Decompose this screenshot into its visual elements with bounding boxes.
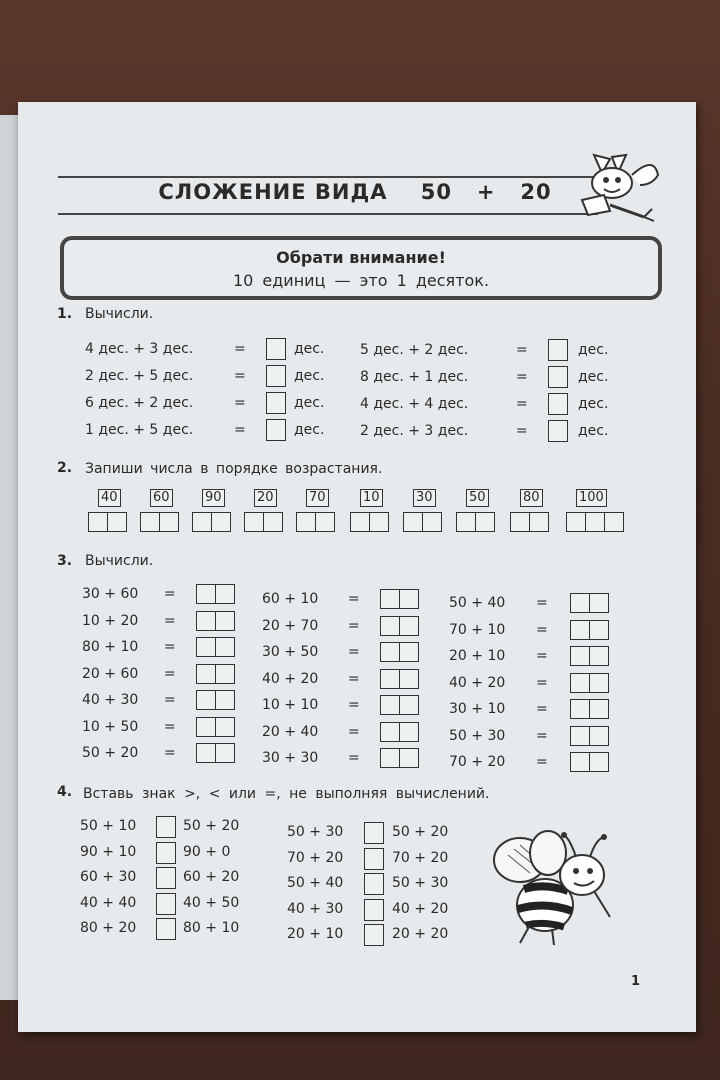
title-prefix: СЛОЖЕНИЕ ВИДА: [158, 180, 388, 204]
task3-col1-expr-4: 40 + 30: [82, 692, 139, 708]
answer-cell[interactable]: [403, 512, 423, 532]
task3-col3-equals-1: =: [536, 621, 548, 638]
task2-number-5: 10: [360, 489, 383, 507]
task4-col1-right-1: 90 + 0: [183, 843, 231, 860]
answer-cell[interactable]: [159, 512, 179, 532]
task4-col1-sign-box-4[interactable]: [156, 918, 176, 940]
squirrel-mascot-icon: [574, 145, 664, 225]
task4-col2-sign-box-2[interactable]: [364, 873, 384, 895]
task1-right-equals-2: =: [516, 396, 528, 412]
task3-col3-expr-0: 50 + 40: [449, 595, 506, 611]
answer-cell[interactable]: [570, 752, 590, 772]
task3-col2-expr-6: 30 + 30: [262, 750, 319, 766]
task1-left-unit-2: дес.: [294, 395, 325, 411]
answer-cell[interactable]: [196, 743, 216, 763]
page-number: 1: [631, 974, 641, 989]
answer-cell[interactable]: [570, 593, 590, 613]
task3-col3-expr-1: 70 + 10: [449, 621, 506, 638]
task4-col1-right-0: 50 + 20: [183, 818, 240, 834]
task1-right-unit-2: дес.: [578, 396, 609, 412]
answer-cell[interactable]: [570, 620, 590, 640]
task3-col1-answer-cells-4[interactable]: [196, 690, 234, 710]
task3-col1-expr-0: 30 + 60: [82, 586, 139, 602]
answer-cell[interactable]: [215, 664, 235, 684]
task4-col2-sign-box-1[interactable]: [364, 848, 384, 870]
task3-col1-answer-cells-1[interactable]: [196, 611, 234, 631]
task3-col2-answer-cells-1[interactable]: [380, 616, 418, 636]
task1-right-unit-0: дес.: [578, 342, 609, 358]
answer-cell[interactable]: [399, 616, 419, 636]
notice-box: [60, 236, 662, 300]
task2-number-7: 50: [466, 489, 489, 507]
task3-col1-equals-1: =: [164, 612, 176, 629]
task4-col1-right-4: 80 + 10: [183, 920, 240, 936]
task3-col3-equals-6: =: [536, 754, 548, 770]
task1-left-equals-2: =: [234, 395, 246, 411]
answer-cell[interactable]: [570, 673, 590, 693]
answer-cell[interactable]: [196, 717, 216, 737]
task3-col2-expr-5: 20 + 40: [262, 723, 319, 740]
answer-cell[interactable]: [589, 726, 609, 746]
task3-col1-equals-6: =: [164, 745, 176, 761]
answer-cell[interactable]: [215, 611, 235, 631]
task2-answer-cells-3[interactable]: [244, 512, 282, 532]
task1-right-expr-0: 5 дес. + 2 дес.: [360, 342, 469, 358]
task1-right-answer-box-3[interactable]: [548, 420, 568, 442]
task3-col1-expr-2: 80 + 10: [82, 639, 139, 655]
task4-col1-sign-box-2[interactable]: [156, 867, 176, 889]
answer-cell[interactable]: [399, 695, 419, 715]
task4-col2-right-0: 50 + 20: [392, 824, 449, 840]
task1-right-expr-2: 4 дес. + 4 дес.: [360, 396, 469, 412]
task4-col1-left-0: 50 + 10: [80, 818, 137, 834]
answer-cell[interactable]: [604, 512, 624, 532]
task4-col1-left-3: 40 + 40: [80, 894, 137, 911]
task3-col3-answer-cells-0[interactable]: [570, 593, 608, 613]
task3-col1-answer-cells-2[interactable]: [196, 637, 234, 657]
task3-col1-equals-3: =: [164, 665, 176, 682]
answer-cell[interactable]: [192, 512, 212, 532]
task1-left-unit-0: дес.: [294, 341, 325, 357]
task2-answer-cells-2[interactable]: [192, 512, 230, 532]
task1-right-unit-3: дес.: [578, 423, 609, 439]
task3-col3-expr-5: 50 + 30: [449, 727, 506, 744]
task3-col1-answer-cells-3[interactable]: [196, 664, 234, 684]
answer-cell[interactable]: [107, 512, 127, 532]
task3-col2-equals-6: =: [348, 750, 360, 766]
bee-mascot-icon: [490, 825, 620, 950]
task3-col2-answer-cells-2[interactable]: [380, 642, 418, 662]
task4-col2-sign-box-3[interactable]: [364, 899, 384, 921]
task2-number-1: 60: [150, 489, 173, 507]
task3-col1-expr-6: 50 + 20: [82, 745, 139, 761]
task4-col2-left-4: 20 + 10: [287, 926, 344, 942]
task1-right-answer-box-1[interactable]: [548, 366, 568, 388]
task3-col3-equals-0: =: [536, 595, 548, 611]
task3-col2-expr-3: 40 + 20: [262, 670, 319, 687]
task4-col1-left-1: 90 + 10: [80, 843, 137, 860]
answer-cell[interactable]: [380, 616, 400, 636]
task1-left-answer-box-1[interactable]: [266, 365, 286, 387]
task1-right-answer-box-2[interactable]: [548, 393, 568, 415]
task2-answer-cells-5[interactable]: [350, 512, 388, 532]
task3-col1-expr-3: 20 + 60: [82, 665, 139, 682]
task3-col3-answer-cells-1[interactable]: [570, 620, 608, 640]
answer-cell[interactable]: [456, 512, 476, 532]
task3-col1-answer-cells-5[interactable]: [196, 717, 234, 737]
task2-number-9: 100: [576, 489, 607, 507]
task1-left-equals-0: =: [234, 341, 246, 357]
title-a: 50: [420, 180, 452, 204]
task3-col2-equals-5: =: [348, 723, 360, 740]
task2-number-8: 80: [520, 489, 543, 507]
task3-col2-expr-1: 20 + 70: [262, 617, 319, 634]
answer-cell[interactable]: [399, 589, 419, 609]
task4-col2-right-1: 70 + 20: [392, 849, 449, 866]
task3-col3-expr-4: 30 + 10: [449, 701, 506, 717]
answer-cell[interactable]: [585, 512, 605, 532]
answer-cell[interactable]: [215, 584, 235, 604]
task1-left-expr-3: 1 дес. + 5 дес.: [85, 422, 194, 438]
answer-cell[interactable]: [399, 669, 419, 689]
answer-cell[interactable]: [215, 743, 235, 763]
answer-cell[interactable]: [399, 642, 419, 662]
task2-number-0: 40: [98, 489, 121, 507]
task4-col2-sign-box-4[interactable]: [364, 924, 384, 946]
answer-cell[interactable]: [529, 512, 549, 532]
answer-cell[interactable]: [196, 664, 216, 684]
notice-title: Обрати внимание!: [276, 248, 446, 267]
answer-cell[interactable]: [215, 637, 235, 657]
answer-cell[interactable]: [215, 690, 235, 710]
answer-cell[interactable]: [296, 512, 316, 532]
task3-col1-answer-cells-6[interactable]: [196, 743, 234, 763]
task3-col2-equals-4: =: [348, 697, 360, 713]
answer-cell[interactable]: [88, 512, 108, 532]
task3-col3-expr-6: 70 + 20: [449, 754, 506, 770]
answer-cell[interactable]: [570, 699, 590, 719]
answer-cell[interactable]: [510, 512, 530, 532]
task1-left-expr-1: 2 дес. + 5 дес.: [85, 368, 194, 384]
task2-answer-cells-6[interactable]: [403, 512, 441, 532]
task3-col2-answer-cells-3[interactable]: [380, 669, 418, 689]
task2-number-3: 20: [254, 489, 277, 507]
task1-right-equals-1: =: [516, 369, 528, 385]
task1-instruction: Вычисли.: [85, 306, 154, 322]
answer-cell[interactable]: [196, 611, 216, 631]
task4-col2-left-0: 50 + 30: [287, 824, 344, 840]
task4-col1-left-4: 80 + 20: [80, 920, 137, 936]
task2-answer-cells-7[interactable]: [456, 512, 494, 532]
answer-cell[interactable]: [399, 748, 419, 768]
task3-col1-expr-5: 10 + 50: [82, 718, 139, 735]
task3-col3-expr-3: 40 + 20: [449, 674, 506, 691]
task1-right-equals-3: =: [516, 423, 528, 439]
task3-col2-expr-4: 10 + 10: [262, 697, 319, 713]
task4-col1-sign-box-0[interactable]: [156, 816, 176, 838]
task1-left-unit-1: дес.: [294, 368, 325, 384]
task4-col1-right-2: 60 + 20: [183, 869, 240, 885]
answer-cell[interactable]: [589, 752, 609, 772]
task3-col2-expr-0: 60 + 10: [262, 591, 319, 607]
task4-col2-sign-box-0[interactable]: [364, 822, 384, 844]
task1-right-expr-1: 8 дес. + 1 дес.: [360, 369, 469, 385]
task1-left-answer-box-3[interactable]: [266, 419, 286, 441]
task2-number-2: 90: [202, 489, 225, 507]
task1-right-answer-box-0[interactable]: [548, 339, 568, 361]
answer-cell[interactable]: [380, 748, 400, 768]
task3-col3-answer-cells-2[interactable]: [570, 646, 608, 666]
task1-left-expr-0: 4 дес. + 3 дес.: [85, 341, 194, 357]
task4-col1-left-2: 60 + 30: [80, 869, 137, 885]
task3-col2-equals-3: =: [348, 670, 360, 687]
task2-instruction: Запиши числа в порядке возрастания.: [85, 461, 383, 477]
title-plus: +: [476, 180, 496, 204]
title-line-top: [58, 176, 598, 178]
answer-cell[interactable]: [399, 722, 419, 742]
task2-answer-cells-9[interactable]: [566, 512, 623, 532]
task2-answer-cells-8[interactable]: [510, 512, 548, 532]
task3-col2-equals-2: =: [348, 644, 360, 660]
task3-col3-answer-cells-5[interactable]: [570, 726, 608, 746]
task3-col1-answer-cells-0[interactable]: [196, 584, 234, 604]
answer-cell[interactable]: [215, 717, 235, 737]
task3-col2-equals-0: =: [348, 591, 360, 607]
task1-right-equals-0: =: [516, 342, 528, 358]
task3-col1-expr-1: 10 + 20: [82, 612, 139, 629]
task4-col2-right-4: 20 + 20: [392, 926, 449, 942]
notice-text: 10 единиц — это 1 десяток.: [232, 271, 490, 290]
task2-answer-cells-0[interactable]: [88, 512, 126, 532]
answer-cell[interactable]: [380, 642, 400, 662]
task1-left-equals-1: =: [234, 368, 246, 384]
task3-col3-answer-cells-4[interactable]: [570, 699, 608, 719]
answer-cell[interactable]: [196, 584, 216, 604]
answer-cell[interactable]: [589, 646, 609, 666]
title-line-bottom: [58, 213, 598, 215]
task3-number: 3.: [57, 553, 73, 569]
task4-col1-sign-box-1[interactable]: [156, 842, 176, 864]
task3-col2-equals-1: =: [348, 617, 360, 634]
task3-col1-equals-0: =: [164, 586, 176, 602]
answer-cell[interactable]: [196, 637, 216, 657]
answer-cell[interactable]: [380, 722, 400, 742]
task4-col2-right-2: 50 + 30: [392, 875, 449, 891]
answer-cell[interactable]: [263, 512, 283, 532]
answer-cell[interactable]: [196, 690, 216, 710]
answer-cell[interactable]: [475, 512, 495, 532]
task3-col3-equals-5: =: [536, 727, 548, 744]
task4-col2-left-1: 70 + 20: [287, 849, 344, 866]
task4-col2-left-3: 40 + 30: [287, 900, 344, 917]
task1-right-unit-1: дес.: [578, 369, 609, 385]
task3-col3-equals-2: =: [536, 648, 548, 664]
task4-col2-left-2: 50 + 40: [287, 875, 344, 891]
task4-col1-right-3: 40 + 50: [183, 894, 240, 911]
task3-col3-expr-2: 20 + 10: [449, 648, 506, 664]
answer-cell[interactable]: [244, 512, 264, 532]
task2-number: 2.: [57, 460, 73, 476]
answer-cell[interactable]: [211, 512, 231, 532]
task3-col3-equals-4: =: [536, 701, 548, 717]
task4-number: 4.: [57, 784, 73, 800]
answer-cell[interactable]: [140, 512, 160, 532]
answer-cell[interactable]: [380, 589, 400, 609]
answer-cell[interactable]: [566, 512, 586, 532]
task4-instruction: Вставь знак >, < или =, не выполняя вычислений.: [83, 786, 490, 802]
task3-col2-answer-cells-0[interactable]: [380, 589, 418, 609]
answer-cell[interactable]: [369, 512, 389, 532]
task3-col2-answer-cells-6[interactable]: [380, 748, 418, 768]
task3-col2-expr-2: 30 + 50: [262, 644, 319, 660]
answer-cell[interactable]: [589, 699, 609, 719]
task4-col2-right-3: 40 + 20: [392, 900, 449, 917]
task1-left-answer-box-0[interactable]: [266, 338, 286, 360]
task1-left-equals-3: =: [234, 422, 246, 438]
answer-cell[interactable]: [380, 695, 400, 715]
task3-col2-answer-cells-4[interactable]: [380, 695, 418, 715]
task3-col1-equals-2: =: [164, 639, 176, 655]
title-b: 20: [520, 180, 552, 204]
task2-number-4: 70: [306, 489, 329, 507]
task3-col1-equals-4: =: [164, 692, 176, 708]
answer-cell[interactable]: [589, 673, 609, 693]
task1-right-expr-3: 2 дес. + 3 дес.: [360, 423, 469, 439]
task3-col2-answer-cells-5[interactable]: [380, 722, 418, 742]
task3-col3-answer-cells-6[interactable]: [570, 752, 608, 772]
task1-left-answer-box-2[interactable]: [266, 392, 286, 414]
task1-left-expr-2: 6 дес. + 2 дес.: [85, 395, 194, 411]
task3-col3-equals-3: =: [536, 674, 548, 691]
answer-cell[interactable]: [589, 593, 609, 613]
task4-col1-sign-box-3[interactable]: [156, 893, 176, 915]
task1-number: 1.: [57, 306, 73, 322]
task3-instruction: Вычисли.: [85, 553, 154, 569]
answer-cell[interactable]: [422, 512, 442, 532]
answer-cell[interactable]: [380, 669, 400, 689]
answer-cell[interactable]: [570, 646, 590, 666]
task2-answer-cells-1[interactable]: [140, 512, 178, 532]
task3-col1-equals-5: =: [164, 718, 176, 735]
task2-answer-cells-4[interactable]: [296, 512, 334, 532]
answer-cell[interactable]: [315, 512, 335, 532]
task2-number-6: 30: [413, 489, 436, 507]
task1-left-unit-3: дес.: [294, 422, 325, 438]
answer-cell[interactable]: [589, 620, 609, 640]
answer-cell[interactable]: [350, 512, 370, 532]
answer-cell[interactable]: [570, 726, 590, 746]
task3-col3-answer-cells-3[interactable]: [570, 673, 608, 693]
